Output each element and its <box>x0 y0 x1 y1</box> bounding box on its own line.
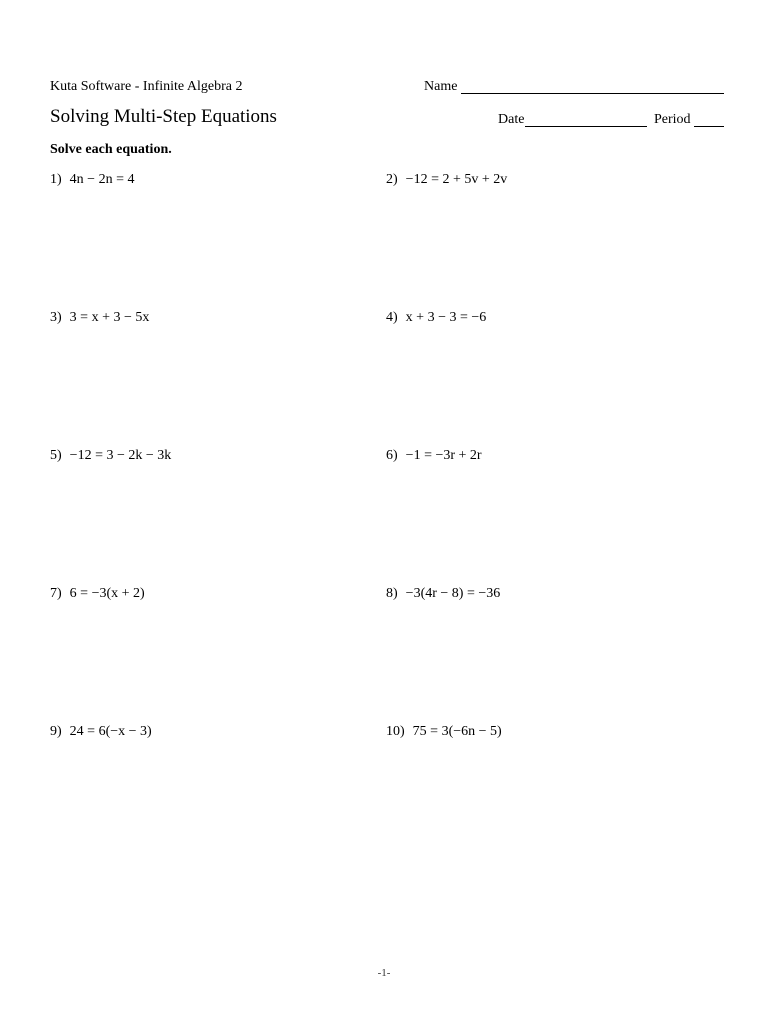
problem-10 <box>386 724 502 740</box>
problem-equation: −12 = 3 − 2k − 3k <box>69 448 172 463</box>
problem-equation: x + 3 − 3 = −6 <box>405 310 487 325</box>
problem-4 <box>386 310 486 326</box>
problem-3 <box>50 310 149 326</box>
problem-1 <box>50 172 134 188</box>
worksheet-title: Solving Multi-Step Equations <box>50 106 277 127</box>
problem-number: 4) <box>386 310 398 325</box>
problem-equation: 6 = −3(x + 2) <box>69 586 145 601</box>
period-blank-line <box>694 126 724 127</box>
problem-equation: 4n − 2n = 4 <box>69 172 135 187</box>
instructions: Solve each equation. <box>50 142 172 157</box>
problem-8 <box>386 586 500 602</box>
problem-9 <box>50 724 152 740</box>
problem-number: 3) <box>50 310 62 325</box>
period-label: Period <box>654 112 691 127</box>
problem-number: 10) <box>386 724 405 739</box>
date-blank-line <box>525 126 647 127</box>
problem-equation: 75 = 3(−6n − 5) <box>412 724 502 739</box>
problem-equation: 24 = 6(−x − 3) <box>69 724 152 739</box>
name-blank-line <box>461 93 724 94</box>
problem-7 <box>50 586 145 602</box>
problem-number: 9) <box>50 724 62 739</box>
date-label: Date <box>498 112 525 127</box>
problem-number: 7) <box>50 586 62 601</box>
problem-6 <box>386 448 482 464</box>
problem-equation: −1 = −3r + 2r <box>405 448 482 463</box>
problem-number: 5) <box>50 448 62 463</box>
problem-equation: −12 = 2 + 5v + 2v <box>405 172 508 187</box>
page-number: -1- <box>377 967 391 979</box>
problem-2 <box>386 172 507 188</box>
problem-number: 1) <box>50 172 62 187</box>
name-label: Name <box>424 79 458 94</box>
problem-number: 6) <box>386 448 398 463</box>
problem-number: 8) <box>386 586 398 601</box>
worksheet-source: Kuta Software - Infinite Algebra 2 <box>50 79 243 94</box>
problem-equation: 3 = x + 3 − 5x <box>69 310 150 325</box>
problem-5 <box>50 448 171 464</box>
problem-number: 2) <box>386 172 398 187</box>
problem-equation: −3(4r − 8) = −36 <box>405 586 501 601</box>
